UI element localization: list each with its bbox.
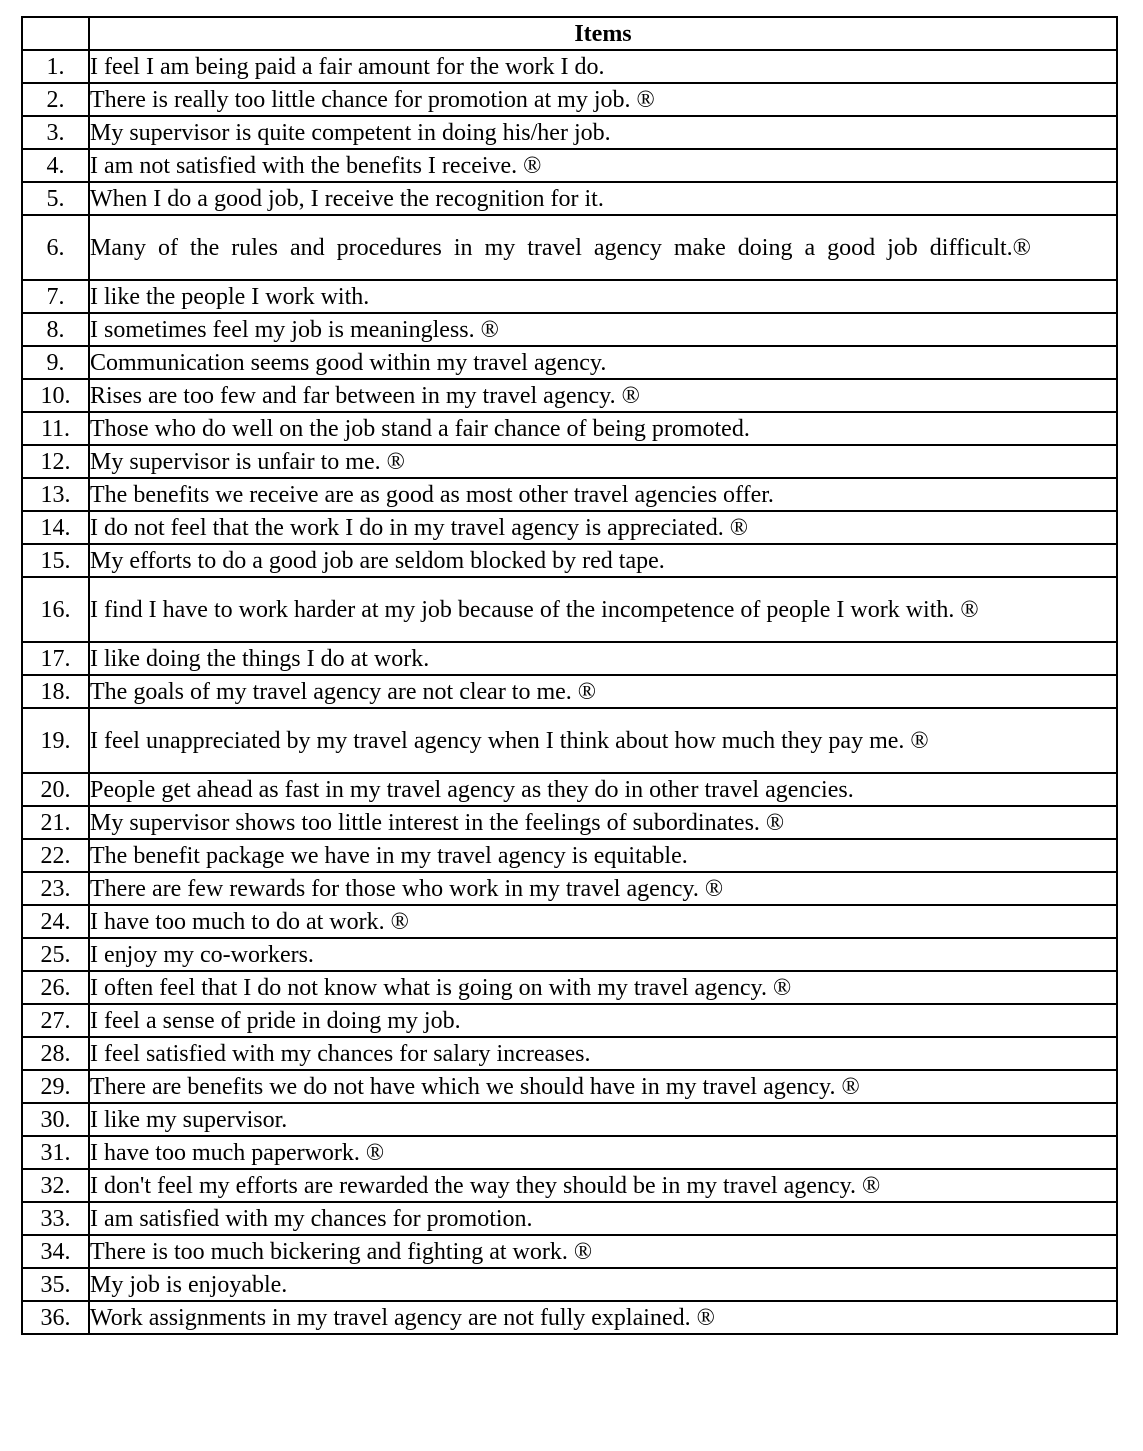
item-number: 34. bbox=[22, 1235, 89, 1268]
item-number: 3. bbox=[22, 116, 89, 149]
table-row bbox=[22, 445, 1117, 478]
item-text: My supervisor is quite competent in doing his/her job. bbox=[89, 116, 1117, 149]
table-row bbox=[22, 1004, 1117, 1037]
item-number: 1. bbox=[22, 50, 89, 83]
table-row bbox=[22, 511, 1117, 544]
table-row bbox=[22, 1202, 1117, 1235]
item-number: 14. bbox=[22, 511, 89, 544]
item-text: There is too much bickering and fighting at work. ® bbox=[89, 1235, 1117, 1268]
item-text: I do not feel that the work I do in my travel agency is appreciated. ® bbox=[89, 511, 1117, 544]
table-row bbox=[22, 544, 1117, 577]
item-text: I like my supervisor. bbox=[89, 1103, 1117, 1136]
item-text: People get ahead as fast in my travel agency as they do in other travel agencies. bbox=[89, 773, 1117, 806]
table-row bbox=[22, 1070, 1117, 1103]
table-row bbox=[22, 116, 1117, 149]
table-row bbox=[22, 478, 1117, 511]
item-text: Many of the rules and procedures in my travel agency make doing a good job difficult.® bbox=[89, 215, 1117, 280]
item-number: 7. bbox=[22, 280, 89, 313]
table-row bbox=[22, 1268, 1117, 1301]
header-row bbox=[22, 17, 1117, 50]
item-number: 17. bbox=[22, 642, 89, 675]
item-number: 15. bbox=[22, 544, 89, 577]
table-row bbox=[22, 839, 1117, 872]
items-header: Items bbox=[89, 17, 1117, 50]
table-row bbox=[22, 1301, 1117, 1334]
item-number: 4. bbox=[22, 149, 89, 182]
item-number: 28. bbox=[22, 1037, 89, 1070]
table-row bbox=[22, 938, 1117, 971]
item-text: My supervisor is unfair to me. ® bbox=[89, 445, 1117, 478]
table-row bbox=[22, 50, 1117, 83]
item-number: 6. bbox=[22, 215, 89, 280]
table-row bbox=[22, 872, 1117, 905]
table-row bbox=[22, 905, 1117, 938]
item-number: 2. bbox=[22, 83, 89, 116]
item-number: 10. bbox=[22, 379, 89, 412]
item-number: 31. bbox=[22, 1136, 89, 1169]
table-row bbox=[22, 412, 1117, 445]
table-row bbox=[22, 806, 1117, 839]
table-row bbox=[22, 313, 1117, 346]
item-number: 24. bbox=[22, 905, 89, 938]
item-text: I have too much paperwork. ® bbox=[89, 1136, 1117, 1169]
table-row bbox=[22, 149, 1117, 182]
item-number: 35. bbox=[22, 1268, 89, 1301]
item-number: 20. bbox=[22, 773, 89, 806]
item-text: Those who do well on the job stand a fair chance of being promoted. bbox=[89, 412, 1117, 445]
item-text: I often feel that I do not know what is going on with my travel agency. ® bbox=[89, 971, 1117, 1004]
item-text: I like the people I work with. bbox=[89, 280, 1117, 313]
item-text: I feel I am being paid a fair amount for the work I do. bbox=[89, 50, 1117, 83]
item-text: The goals of my travel agency are not clear to me. ® bbox=[89, 675, 1117, 708]
item-number: 33. bbox=[22, 1202, 89, 1235]
table-row bbox=[22, 708, 1117, 773]
item-text: There is really too little chance for promotion at my job. ® bbox=[89, 83, 1117, 116]
item-text: I like doing the things I do at work. bbox=[89, 642, 1117, 675]
table-row bbox=[22, 182, 1117, 215]
item-text: I feel a sense of pride in doing my job. bbox=[89, 1004, 1117, 1037]
header-corner-cell bbox=[22, 17, 89, 50]
item-number: 23. bbox=[22, 872, 89, 905]
table-row bbox=[22, 971, 1117, 1004]
table-row bbox=[22, 379, 1117, 412]
item-text: I sometimes feel my job is meaningless. ® bbox=[89, 313, 1117, 346]
item-text: I feel unappreciated by my travel agency when I think about how much they pay me. ® bbox=[89, 708, 1117, 773]
item-number: 5. bbox=[22, 182, 89, 215]
table-row bbox=[22, 346, 1117, 379]
item-text: I feel satisfied with my chances for salary increases. bbox=[89, 1037, 1117, 1070]
item-text: When I do a good job, I receive the recognition for it. bbox=[89, 182, 1117, 215]
table-row bbox=[22, 83, 1117, 116]
item-number: 21. bbox=[22, 806, 89, 839]
table-row bbox=[22, 642, 1117, 675]
item-number: 22. bbox=[22, 839, 89, 872]
item-text: I enjoy my co-workers. bbox=[89, 938, 1117, 971]
item-number: 8. bbox=[22, 313, 89, 346]
table-row bbox=[22, 675, 1117, 708]
item-text: Communication seems good within my travel agency. bbox=[89, 346, 1117, 379]
table-row bbox=[22, 1136, 1117, 1169]
item-text: I don't feel my efforts are rewarded the way they should be in my travel agency. ® bbox=[89, 1169, 1117, 1202]
table-row bbox=[22, 1037, 1117, 1070]
table-row bbox=[22, 773, 1117, 806]
table-row bbox=[22, 280, 1117, 313]
item-text: The benefits we receive are as good as most other travel agencies offer. bbox=[89, 478, 1117, 511]
item-number: 32. bbox=[22, 1169, 89, 1202]
item-number: 9. bbox=[22, 346, 89, 379]
item-text: My supervisor shows too little interest in the feelings of subordinates. ® bbox=[89, 806, 1117, 839]
item-text: I find I have to work harder at my job because of the incompetence of people I work with. ® bbox=[89, 577, 1117, 642]
item-number: 16. bbox=[22, 577, 89, 642]
item-number: 12. bbox=[22, 445, 89, 478]
item-text: I am not satisfied with the benefits I receive. ® bbox=[89, 149, 1117, 182]
item-number: 18. bbox=[22, 675, 89, 708]
table-row bbox=[22, 1169, 1117, 1202]
item-text: Work assignments in my travel agency are not fully explained. ® bbox=[89, 1301, 1117, 1334]
table-row bbox=[22, 577, 1117, 642]
item-number: 26. bbox=[22, 971, 89, 1004]
items-table bbox=[21, 16, 1118, 1335]
item-number: 13. bbox=[22, 478, 89, 511]
item-text: There are few rewards for those who work in my travel agency. ® bbox=[89, 872, 1117, 905]
item-number: 36. bbox=[22, 1301, 89, 1334]
item-text: The benefit package we have in my travel agency is equitable. bbox=[89, 839, 1117, 872]
item-number: 11. bbox=[22, 412, 89, 445]
item-text: I have too much to do at work. ® bbox=[89, 905, 1117, 938]
item-number: 25. bbox=[22, 938, 89, 971]
table-row bbox=[22, 215, 1117, 280]
item-number: 29. bbox=[22, 1070, 89, 1103]
item-text: My efforts to do a good job are seldom blocked by red tape. bbox=[89, 544, 1117, 577]
item-number: 27. bbox=[22, 1004, 89, 1037]
item-text: I am satisfied with my chances for promotion. bbox=[89, 1202, 1117, 1235]
table-row bbox=[22, 1235, 1117, 1268]
item-text: There are benefits we do not have which we should have in my travel agency. ® bbox=[89, 1070, 1117, 1103]
item-number: 19. bbox=[22, 708, 89, 773]
item-text: Rises are too few and far between in my travel agency. ® bbox=[89, 379, 1117, 412]
item-number: 30. bbox=[22, 1103, 89, 1136]
table-row bbox=[22, 1103, 1117, 1136]
item-text: My job is enjoyable. bbox=[89, 1268, 1117, 1301]
